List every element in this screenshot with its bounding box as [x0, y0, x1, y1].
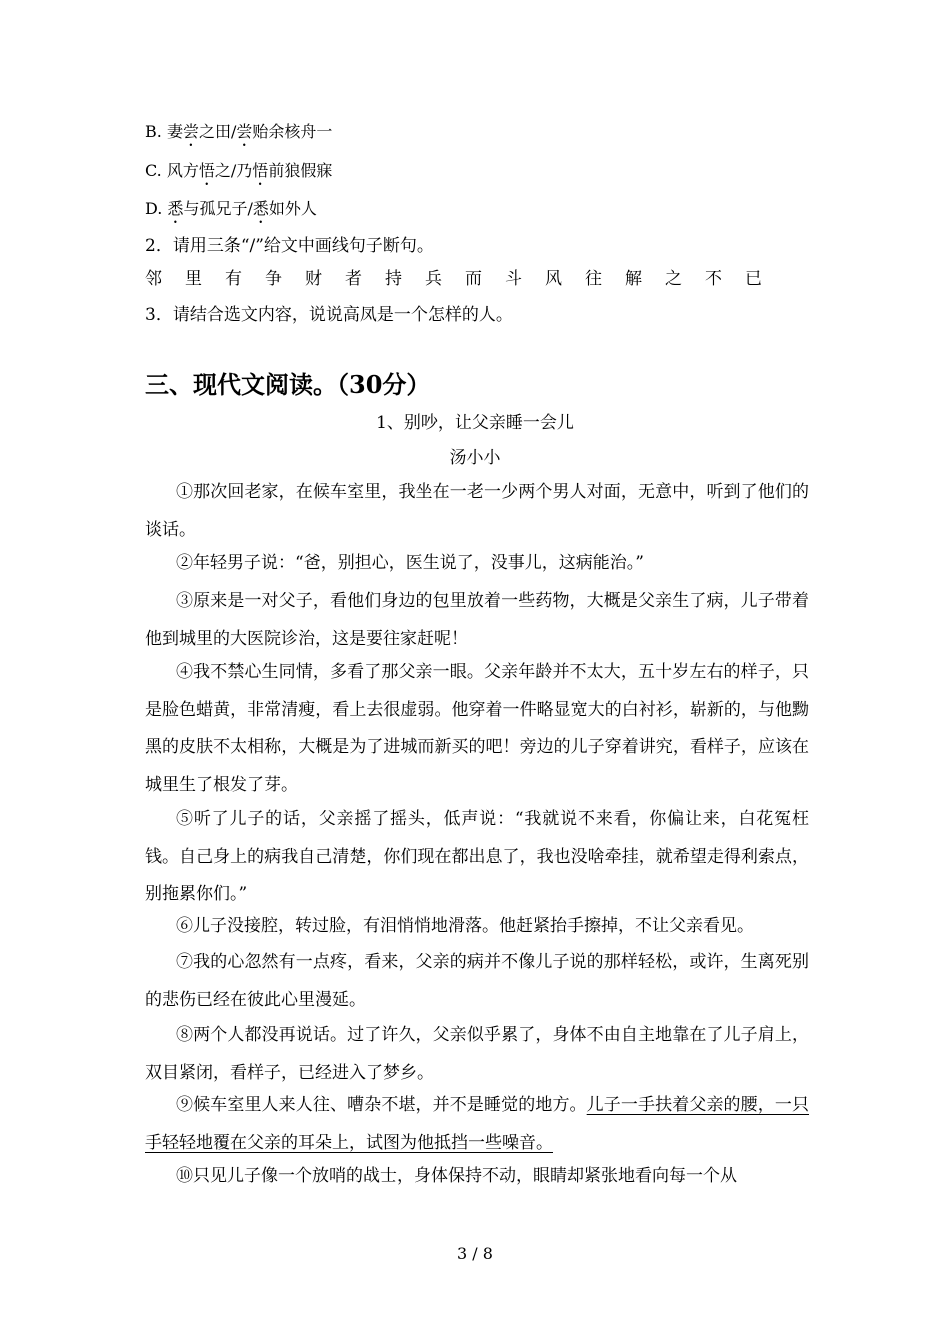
option-c-text-1: 风方	[166, 161, 199, 180]
paragraph-9-underlined: 儿子一手扶着父亲的腰，一只手轻轻地覆在父亲的耳朵上，试图为他抵挡一些噪音。	[145, 1095, 810, 1153]
paragraph-9	[145, 1087, 809, 1162]
paragraph-10: ⑩只见儿子像一个放哨的战士，身体保持不动，眼睛却紧张地看向每一个从	[176, 1166, 737, 1186]
question-2-sentence: 邻里有争财者持兵而斗风往解之不已	[145, 269, 785, 289]
option-b-key-1: 尝	[182, 122, 199, 141]
option-d-key-1: 悉	[167, 199, 184, 218]
paragraph-5: ⑤听了儿子的话，父亲摇了摇头，低声说：“我就说不来看，你偏让来，白花冤枉钱。自己身上的病我自己清楚，你们现在都出息了，我也没啥牵挂，就希望走得利索点，别拖累你们。”	[145, 809, 809, 904]
article-title: 1、别吵，让父亲睡一会儿	[376, 413, 574, 433]
option-c	[145, 160, 332, 189]
option-b-letter: B.	[145, 122, 162, 141]
option-c-key-2: 悟	[252, 161, 269, 180]
option-d-text-3: 如外人	[268, 199, 317, 218]
option-c-key-1: 悟	[198, 161, 215, 180]
question-2-prompt: 2．请用三条“/”给文中画线句子断句。	[145, 236, 434, 256]
option-b-text-2: 之田/	[198, 122, 237, 141]
paragraph-3: ③原来是一对父子，看他们身边的包里放着一些药物，大概是父亲生了病，儿子带着他到城里的大医院诊治，这是要往家赶呢！	[145, 591, 809, 649]
option-c-text-2: 之/乃	[214, 161, 253, 180]
question-3-prompt: 3．请结合选文内容，说说高凤是一个怎样的人。	[145, 305, 513, 325]
option-b-key-2: 尝	[236, 122, 253, 141]
paragraph-1: ①那次回老家，在候车室里，我坐在一老一少两个男人对面，无意中，听到了他们的谈话。	[145, 482, 809, 540]
page-number: 3 / 8	[457, 1244, 493, 1263]
option-d	[145, 198, 317, 227]
paragraph-2: ②年轻男子说：“爸，别担心，医生说了，没事儿，这病能治。”	[176, 553, 644, 573]
option-b	[145, 121, 332, 150]
paragraph-4: ④我不禁心生同情，多看了那父亲一眼。父亲年龄并不太大，五十岁左右的样子，只是脸色蜡黄，非常清瘦，看上去很虚弱。他穿着一件略显宽大的白衬衫，崭新的，与他黝黑的皮肤不太相称，大概是为了进城而新买的吧！旁边的儿子穿着讲究，看样子，应该在城里生了根发了芽。	[145, 662, 809, 795]
paragraph-7: ⑦我的心忽然有一点疼，看来，父亲的病并不像儿子说的那样轻松，或许，生离死别的悲伤已经在彼此心里漫延。	[145, 952, 809, 1010]
option-d-letter: D.	[145, 199, 163, 218]
option-b-text-3: 贻余核舟一	[252, 122, 333, 141]
section-heading: 三、现代文阅读。（30分）	[145, 370, 431, 399]
option-b-text-1: 妻	[166, 122, 183, 141]
option-d-text-2: 与孤兄子/	[183, 199, 253, 218]
option-c-letter: C.	[145, 161, 162, 180]
paragraph-6: ⑥儿子没接腔，转过脸，有泪悄悄地滑落。他赶紧抬手擦掉，不让父亲看见。	[176, 916, 754, 936]
option-d-key-2: 悉	[252, 199, 269, 218]
option-c-text-3: 前狼假寐	[268, 161, 333, 180]
article-author: 汤小小	[449, 448, 501, 468]
paragraph-9-plain: ⑨候车室里人来人往、嘈杂不堪，并不是睡觉的地方。	[176, 1095, 587, 1115]
paragraph-8: ⑧两个人都没再说话。过了许久，父亲似乎累了，身体不由自主地靠在了儿子肩上，双目紧闭，看样子，已经进入了梦乡。	[145, 1025, 809, 1083]
